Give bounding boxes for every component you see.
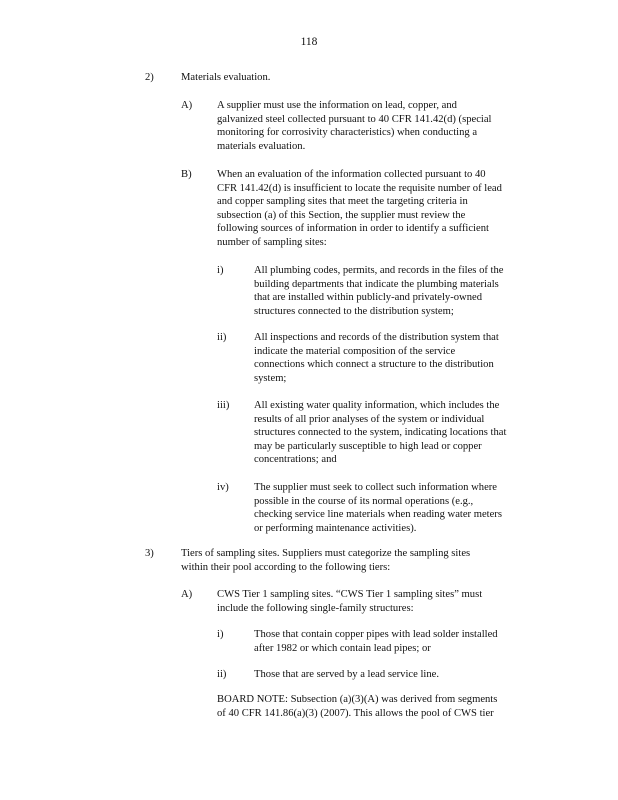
- paragraph-line: The supplier must seek to collect such information where: [254, 482, 497, 493]
- paragraph-line: A supplier must use the information on lead, copper, and: [217, 100, 457, 111]
- paragraph-line: or performing maintenance activities).: [254, 522, 417, 534]
- paragraph-line: within their pool according to the following tiers:: [181, 561, 391, 573]
- item-2-label: 2): [145, 72, 154, 83]
- paragraph-line: BOARD NOTE: Subsection (a)(3)(A) was derived from segments: [217, 694, 498, 705]
- item-2-heading: [181, 71, 270, 85]
- paragraph-line: checking service line materials when reading water meters: [254, 509, 502, 521]
- item-2a-label: A): [181, 100, 193, 111]
- paragraph-line: include the following single-family structures:: [217, 602, 414, 614]
- paragraph-line: and copper sampling sites that meet the targeting criteria in: [217, 196, 468, 208]
- item-2b-i-paragraph: [254, 264, 544, 318]
- board-note-paragraph: [217, 693, 527, 720]
- paragraph-line: connections which connect a structure to the distribution: [254, 359, 494, 371]
- paragraph-line: system;: [254, 372, 287, 384]
- paragraph-line: All existing water quality information, which includes the: [254, 400, 500, 411]
- paragraph-line: indicate the material composition of the service: [254, 345, 456, 357]
- paragraph-line: materials evaluation.: [217, 140, 306, 152]
- paragraph-line: concentrations; and: [254, 454, 337, 466]
- paragraph-line: monitoring for corrosivity characteristics) when conducting a: [217, 127, 478, 139]
- item-2b-iii-paragraph: [254, 399, 544, 467]
- item-3a-i-paragraph: [254, 628, 534, 655]
- item-3a-ii-paragraph: [254, 668, 534, 682]
- paragraph-line: building departments that indicate the plumbing materials: [254, 278, 499, 290]
- paragraph-line: results of all prior analyses of the system or individual: [254, 413, 485, 425]
- paragraph-line: may be particularly susceptible to high lead or copper: [254, 440, 482, 452]
- item-3a-ii-label: ii): [217, 669, 227, 680]
- paragraph-line: CWS Tier 1 sampling sites. “CWS Tier 1 sampling sites” must: [217, 589, 483, 600]
- paragraph-line: galvanized steel collected pursuant to 40 CFR 141.42(d) (special: [217, 113, 492, 125]
- item-2b-iv-paragraph: [254, 481, 544, 535]
- item-3a-label: A): [181, 589, 193, 600]
- paragraph-line: of 40 CFR 141.86(a)(3) (2007). This allows the pool of CWS tier: [217, 707, 494, 719]
- paragraph-line: after 1982 or which contain lead pipes; or: [254, 642, 431, 654]
- item-2b-iii-label: iii): [217, 400, 230, 411]
- item-2b-paragraph: [217, 168, 547, 250]
- item-2a-paragraph: [217, 99, 527, 153]
- paragraph-line: All plumbing codes, permits, and records in the files of the: [254, 265, 504, 276]
- paragraph-line: When an evaluation of the information collected pursuant to 40: [217, 169, 486, 180]
- page-number: 118: [300, 36, 318, 48]
- paragraph-line: possible in the course of its normal operations (e.g.,: [254, 495, 474, 507]
- paragraph-line: number of sampling sites:: [217, 236, 327, 248]
- paragraph-line: CFR 141.42(d) is insufficient to locate the requisite number of lead: [217, 182, 502, 194]
- item-2b-iv-label: iv): [217, 482, 229, 493]
- item-3a-i-label: i): [217, 629, 224, 640]
- item-3-label: 3): [145, 548, 154, 559]
- paragraph-line: Those that are served by a lead service line.: [254, 669, 440, 680]
- paragraph-line: structures connected to the distribution system;: [254, 305, 454, 317]
- paragraph-line: following sources of information in order to identify a sufficient: [217, 223, 489, 235]
- paragraph-line: structures connected to the system, indicating locations that: [254, 427, 507, 439]
- paragraph-line: that are installed within publicly-and privately-owned: [254, 292, 482, 304]
- item-2b-ii-label: ii): [217, 332, 227, 343]
- item-3-paragraph: [181, 547, 521, 574]
- paragraph-line: subsection (a) of this Section, the supplier must review the: [217, 209, 466, 221]
- item-2b-label: B): [181, 169, 192, 180]
- paragraph-line: All inspections and records of the distribution system that: [254, 332, 499, 343]
- item-2b-i-label: i): [217, 265, 224, 276]
- item-2-heading-text: Materials evaluation.: [181, 72, 271, 83]
- paragraph-line: Tiers of sampling sites. Suppliers must categorize the sampling sites: [181, 548, 471, 559]
- item-3a-paragraph: [217, 588, 527, 615]
- paragraph-line: Those that contain copper pipes with lead solder installed: [254, 629, 498, 640]
- item-2b-ii-paragraph: [254, 331, 544, 385]
